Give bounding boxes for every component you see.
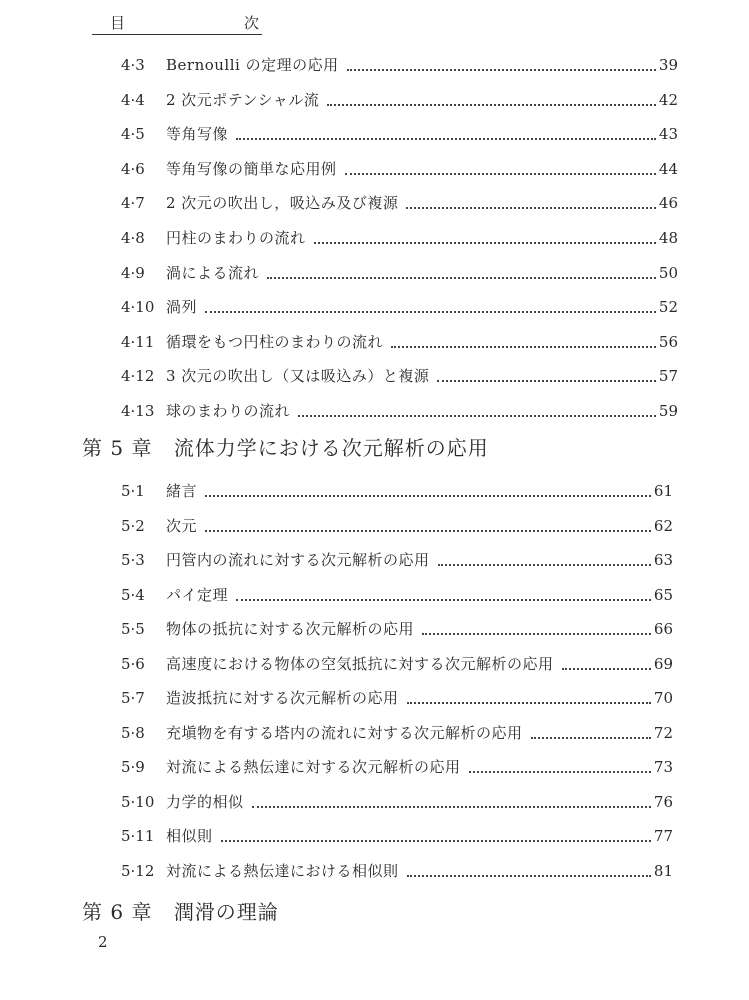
- toc-entry: [121, 192, 678, 216]
- page-ref: 61: [653, 482, 673, 500]
- section-title: 造波抵抗に対する次元解析の応用: [166, 689, 399, 707]
- section-number: 4·12: [121, 367, 155, 386]
- dot-leader: [298, 415, 656, 417]
- section-number: 4·6: [121, 159, 145, 178]
- dot-leader: [407, 875, 651, 877]
- chapter-5-heading: [82, 432, 489, 461]
- page-ref: 50: [658, 263, 678, 282]
- dot-leader: [205, 530, 651, 532]
- section-title: 渦列: [166, 298, 198, 317]
- toc-entry: [121, 227, 678, 251]
- section-number: 4·7: [121, 194, 145, 213]
- dot-leader: [221, 840, 651, 842]
- section-number: 5·6: [121, 654, 145, 673]
- toc-entry: [121, 262, 678, 286]
- section-number: 5·5: [121, 620, 145, 638]
- toc-entry: [121, 515, 673, 539]
- dot-leader: [314, 242, 656, 244]
- section-number: 5·9: [121, 758, 145, 776]
- section-number: 4·11: [121, 332, 155, 351]
- toc-entry: [121, 331, 678, 355]
- toc-entry: [121, 584, 673, 608]
- section-title: 渦による流れ: [166, 263, 260, 282]
- toc-entry: [121, 722, 673, 746]
- page-ref: 76: [653, 792, 673, 811]
- section-title: 充塡物を有する塔内の流れに対する次元解析の応用: [166, 723, 523, 742]
- section-number: 4·8: [121, 229, 145, 247]
- page-ref: 56: [658, 332, 678, 351]
- dot-leader: [252, 806, 651, 808]
- section-title: 相似則: [166, 827, 213, 845]
- chapter-6-label: 第 6 章: [82, 900, 153, 924]
- toc-entry: [121, 296, 678, 320]
- running-head-right: 次: [244, 14, 260, 32]
- page-ref: 77: [653, 827, 673, 845]
- section-title: Bernoulli の定理の応用: [166, 56, 339, 74]
- section-title: 次元: [166, 516, 198, 535]
- toc-entry: [121, 825, 673, 849]
- page-ref: 63: [653, 551, 673, 569]
- page-ref: 81: [653, 861, 673, 880]
- toc-entry: [121, 618, 673, 642]
- page-ref: 65: [653, 585, 673, 604]
- page-ref: 52: [658, 298, 678, 317]
- section-title: 等角写像: [166, 125, 229, 144]
- dot-leader: [406, 207, 656, 209]
- section-title: 2 次元ポテンシャル流: [166, 90, 320, 109]
- section-title: パイ定理: [166, 585, 229, 604]
- section-number: 5·10: [121, 792, 155, 811]
- toc-entry: [121, 860, 673, 884]
- chapter-5-label: 第 5 章: [82, 436, 153, 460]
- chapter-6-heading: [82, 896, 279, 925]
- section-number: 5·7: [121, 689, 145, 707]
- section-number: 5·1: [121, 482, 145, 500]
- section-number: 4·5: [121, 125, 145, 144]
- dot-leader: [422, 633, 651, 635]
- dot-leader: [391, 346, 656, 348]
- section-number: 5·12: [121, 861, 155, 880]
- section-number: 5·2: [121, 516, 145, 535]
- section-title: 円柱のまわりの流れ: [166, 229, 306, 247]
- page-ref: 70: [653, 689, 673, 707]
- toc-entry: [121, 687, 673, 711]
- page-number: 2: [98, 933, 108, 951]
- chapter-6-title: 潤滑の理論: [173, 900, 279, 924]
- section-title: 等角写像の簡単な応用例: [166, 159, 337, 178]
- section-title: 力学的相似: [166, 792, 244, 811]
- toc-entry: [121, 158, 678, 182]
- toc-entry: [121, 123, 678, 147]
- toc-entry: [121, 791, 673, 815]
- dot-leader: [236, 138, 656, 140]
- page-ref: 57: [658, 367, 678, 386]
- toc-entry: [121, 653, 673, 677]
- section-number: 4·9: [121, 263, 145, 282]
- section-number: 5·3: [121, 551, 145, 569]
- toc-entry: [121, 756, 673, 780]
- dot-leader: [562, 668, 651, 670]
- toc-entry: [121, 549, 673, 573]
- section-title: 高速度における物体の空気抵抗に対する次元解析の応用: [166, 654, 554, 673]
- dot-leader: [469, 771, 651, 773]
- toc-entry: [121, 54, 678, 78]
- toc-entry: [121, 480, 673, 504]
- dot-leader: [267, 277, 656, 279]
- page-ref: 59: [658, 402, 678, 420]
- section-number: 4·3: [121, 56, 145, 74]
- section-title: 2 次元の吹出し，吸込み及び複源: [166, 194, 399, 213]
- dot-leader: [236, 599, 651, 601]
- section-title: 円管内の流れに対する次元解析の応用: [166, 551, 430, 569]
- page-ref: 48: [658, 229, 678, 247]
- dot-leader: [327, 104, 656, 106]
- section-title: 3 次元の吹出し（又は吸込み）と複源: [166, 367, 430, 386]
- chapter-5-title: 流体力学における次元解析の応用: [173, 436, 489, 460]
- page-ref: 44: [658, 159, 678, 178]
- page-ref: 69: [653, 654, 673, 673]
- section-number: 4·10: [121, 298, 155, 317]
- section-number: 4·13: [121, 402, 155, 420]
- running-head-left: 目: [110, 14, 126, 32]
- dot-leader: [347, 69, 656, 71]
- section-title: 対流による熱伝達に対する次元解析の応用: [166, 758, 461, 776]
- section-title: 対流による熱伝達における相似則: [166, 861, 399, 880]
- dot-leader: [345, 173, 656, 175]
- toc-entry: [121, 89, 678, 113]
- toc-entry: [121, 400, 678, 424]
- page-ref: 62: [653, 516, 673, 535]
- page-ref: 66: [653, 620, 673, 638]
- dot-leader: [205, 311, 656, 313]
- section-title: 循環をもつ円柱のまわりの流れ: [166, 332, 384, 351]
- page-ref: 43: [658, 125, 678, 144]
- dot-leader: [407, 702, 651, 704]
- section-number: 4·4: [121, 90, 145, 109]
- section-number: 5·4: [121, 585, 145, 604]
- dot-leader: [437, 380, 656, 382]
- page-ref: 72: [653, 723, 673, 742]
- page-ref: 42: [658, 90, 678, 109]
- section-number: 5·8: [121, 723, 145, 742]
- page-ref: 46: [658, 194, 678, 213]
- running-head: [92, 8, 262, 35]
- dot-leader: [438, 564, 651, 566]
- page-ref: 73: [653, 758, 673, 776]
- toc-entry: [121, 365, 678, 389]
- dot-leader: [531, 737, 651, 739]
- dot-leader: [205, 495, 651, 497]
- section-title: 緒言: [166, 482, 198, 500]
- page-ref: 39: [658, 56, 678, 74]
- section-title: 物体の抵抗に対する次元解析の応用: [166, 620, 415, 638]
- section-number: 5·11: [121, 827, 155, 845]
- section-title: 球のまわりの流れ: [166, 402, 291, 420]
